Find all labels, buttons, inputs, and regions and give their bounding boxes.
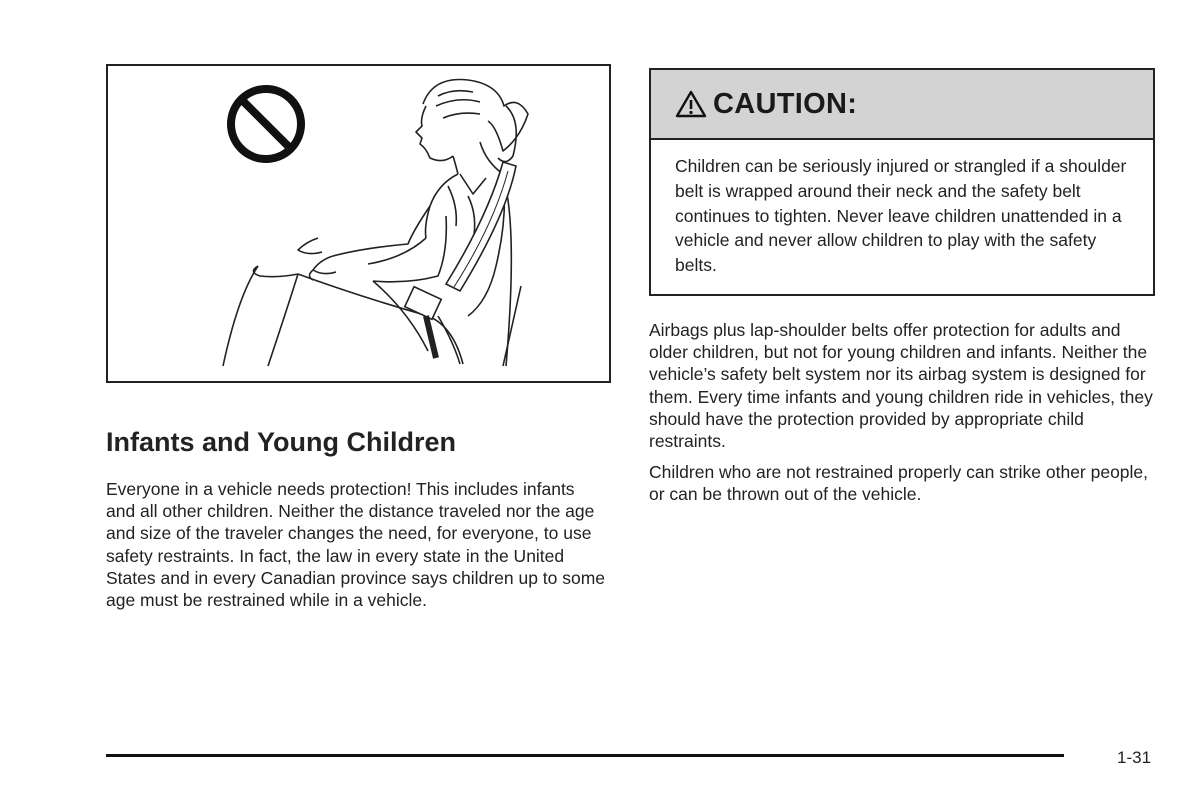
caution-title: CAUTION: bbox=[713, 87, 858, 120]
restraint-paragraph: Children who are not restrained properly can strike other people, or can be thrown out of the vehicle. bbox=[649, 462, 1149, 505]
seat-outline bbox=[438, 176, 521, 366]
seatbelt-illustration bbox=[106, 64, 611, 383]
section-heading: Infants and Young Children bbox=[106, 427, 456, 457]
page-number: 1-31 bbox=[1117, 748, 1152, 767]
right-column-text bbox=[649, 319, 1159, 515]
airbag-paragraph: Airbags plus lap-shoulder belts offer protection for adults and older children, but not for young children and infants. Neither the vehicle’s safety belt system nor its airbag system is designed for them. Every time infants and young children ride in vehicles, they should have the protection provided by appropriate child restraints. bbox=[649, 320, 1153, 452]
warning-triangle-icon bbox=[675, 89, 707, 119]
caution-box bbox=[649, 68, 1155, 296]
section-body-paragraph: Everyone in a vehicle needs protection! This includes infants and all other children. Neither the distance traveled nor the age and size of the traveler changes the need, for everyone, to use safety restraints. In fact, the law in every state in the United States and in every Canadian province says children up to some age must be restrained while in a vehicle. bbox=[106, 479, 606, 611]
prohibition-icon bbox=[231, 89, 301, 159]
caution-text: Children can be seriously injured or strangled if a shoulder belt is wrapped around their neck and the safety belt continues to tighten. Never leave children unattended in a vehicle and never allow children to play with the safety belts. bbox=[675, 156, 1127, 276]
child-seatbelt-drawing bbox=[108, 66, 609, 381]
caution-header bbox=[651, 70, 1153, 140]
footer-divider bbox=[106, 754, 1064, 757]
shoulder-belt bbox=[405, 162, 516, 358]
